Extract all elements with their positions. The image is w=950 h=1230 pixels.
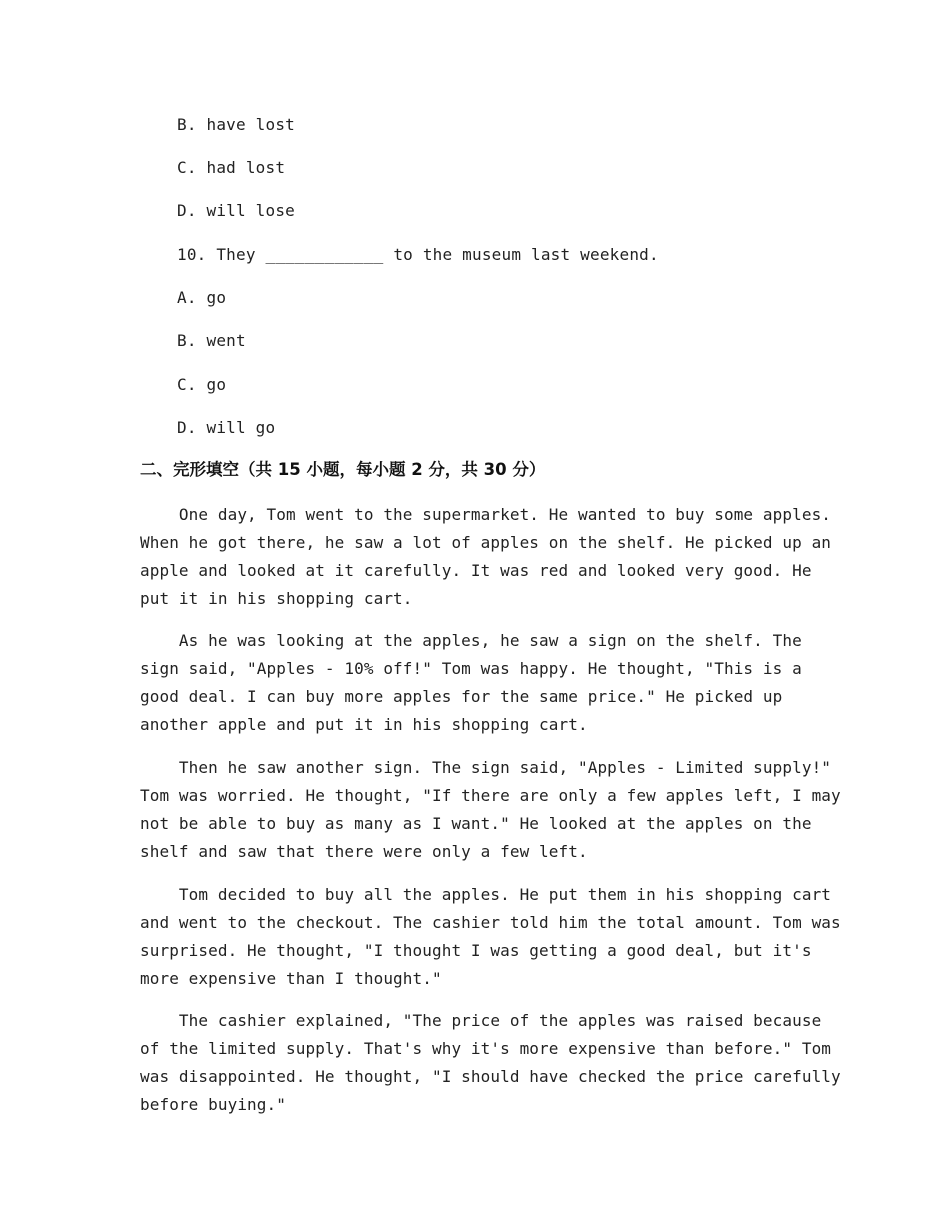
paragraph-line: As he was looking at the apples, he saw a sign on the shelf. The [140,631,802,650]
question10-option-d [177,418,275,438]
question-number: 10. [177,245,207,264]
section-heading: 二、完形填空（共 15 小题，每小题 2 分，共 30 分） [140,460,546,479]
passage-paragraph-4 [140,881,841,993]
option-text: will go [206,418,276,437]
option-label: B. [177,331,197,350]
paragraph-line: Tom was worried. He thought, "If there are only a few apples left, I may [140,786,841,805]
passage-paragraph-5 [140,1007,841,1119]
question9-option-c [177,158,285,178]
question9-option-b [177,115,295,135]
option-label: B. [177,115,197,134]
paragraph-line: more expensive than I thought." [140,969,442,988]
paragraph-line: Then he saw another sign. The sign said, "Apples - Limited supply!" [140,758,832,777]
option-text: go [206,375,227,394]
passage-paragraph-3 [140,754,841,866]
paragraph-line: One day, Tom went to the supermarket. He wanted to buy some apples. [140,505,832,524]
paragraph-line: before buying." [140,1095,286,1114]
paragraph-line: surprised. He thought, "I thought I was getting a good deal, but it's [140,941,812,960]
option-label: D. [177,418,197,437]
paragraph-line: not be able to buy as many as I want." He looked at the apples on the [140,814,812,833]
paragraph-line: and went to the checkout. The cashier told him the total amount. Tom was [140,913,841,932]
option-text: will lose [206,201,296,220]
paragraph-line: good deal. I can buy more apples for the same price." He picked up [140,687,783,706]
paragraph-line: shelf and saw that there were only a few left. [140,842,588,861]
paragraph-line: Tom decided to buy all the apples. He put them in his shopping cart [140,885,832,904]
option-text: go [206,288,227,307]
paragraph-line: sign said, "Apples - 10% off!" Tom was happy. He thought, "This is a [140,659,802,678]
paragraph-line: put it in his shopping cart. [140,589,413,608]
question9-option-d [177,201,295,221]
option-label: C. [177,375,197,394]
option-label: D. [177,201,197,220]
paragraph-line: another apple and put it in his shopping cart. [140,715,588,734]
option-text: have lost [206,115,296,134]
passage-paragraph-2 [140,627,820,739]
paragraph-line: The cashier explained, "The price of the apples was raised because [140,1011,822,1030]
question10-option-c [177,375,226,395]
question10-option-b [177,331,246,351]
option-text: had lost [206,158,286,177]
option-label: C. [177,158,197,177]
option-label: A. [177,288,197,307]
question10-stem [177,245,659,265]
question10-option-a [177,288,226,308]
paragraph-line: When he got there, he saw a lot of apples on the shelf. He picked up an [140,533,832,552]
question-text: They ____________ to the museum last weekend. [216,245,659,264]
paragraph-line: apple and looked at it carefully. It was red and looked very good. He [140,561,812,580]
passage-paragraph-1 [140,501,832,613]
paragraph-line: was disappointed. He thought, "I should have checked the price carefully [140,1067,841,1086]
paragraph-line: of the limited supply. That's why it's more expensive than before." Tom [140,1039,832,1058]
option-text: went [206,331,246,350]
